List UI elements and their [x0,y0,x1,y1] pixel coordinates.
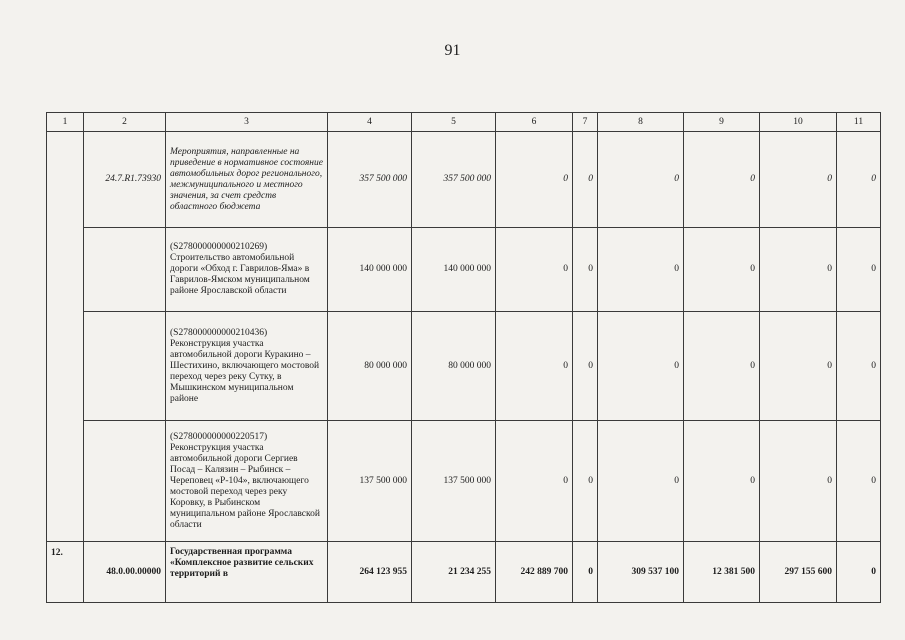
value-cell: 0 [496,421,573,542]
value-cell: 0 [573,312,598,421]
description-cell: (S278000000000210269) Строительство автомобильной дороги «Обход г. Гаврилов-Яма» в Гаврилов-Ямском муниципальном районе Ярославской области [166,228,328,312]
value-cell: 0 [760,132,837,228]
column-header: 5 [412,113,496,132]
column-header: 9 [684,113,760,132]
value-cell: 137 500 000 [412,421,496,542]
column-header: 10 [760,113,837,132]
code-cell: 48.0.00.00000 [84,542,166,603]
table-row [47,228,881,312]
value-cell: 0 [684,132,760,228]
value-cell: 357 500 000 [328,132,412,228]
value-cell: 357 500 000 [412,132,496,228]
value-cell: 0 [837,228,881,312]
budget-table [46,112,881,603]
value-cell: 297 155 600 [760,542,837,603]
value-cell: 0 [760,228,837,312]
table-row [47,421,881,542]
value-cell: 0 [496,228,573,312]
code-cell: 24.7.R1.73930 [84,132,166,228]
column-header: 1 [47,113,84,132]
code-cell [84,421,166,542]
value-cell: 12 381 500 [684,542,760,603]
value-cell: 0 [684,312,760,421]
column-header: 11 [837,113,881,132]
code-cell [84,228,166,312]
table-row [47,132,881,228]
value-cell: 0 [598,312,684,421]
column-header: 6 [496,113,573,132]
value-cell: 0 [837,312,881,421]
value-cell: 0 [598,228,684,312]
value-cell: 309 537 100 [598,542,684,603]
column-header: 7 [573,113,598,132]
column-header: 4 [328,113,412,132]
table-header-row [47,113,881,132]
column-header: 3 [166,113,328,132]
table-row [47,312,881,421]
value-cell: 0 [496,312,573,421]
description-cell: Мероприятия, направленные на приведение в нормативное состояние автомобильных дорог регионального, межмуниципального и местного значения, за счет средств областного бюджета [166,132,328,228]
value-cell: 80 000 000 [328,312,412,421]
value-cell: 0 [837,542,881,603]
value-cell: 264 123 955 [328,542,412,603]
column-header: 2 [84,113,166,132]
value-cell: 21 234 255 [412,542,496,603]
description-cell: (S278000000000220517) Реконструкция участка автомобильной дороги Сергиев Посад – Калязин – Рыбинск – Череповец «Р-104», включающего мостовой переход через реку Коровку, в Рыбинском муниципальном районе Ярославской области [166,421,328,542]
value-cell: 0 [837,421,881,542]
description-cell: (S278000000000210436) Реконструкция участка автомобильной дороги Куракино – Шестихино, включающего мостовой переход через реку Сутку, в Мышкинском муниципальном районе [166,312,328,421]
value-cell: 0 [837,132,881,228]
column-header: 8 [598,113,684,132]
value-cell: 0 [684,228,760,312]
value-cell: 80 000 000 [412,312,496,421]
row-index-cell: 12. [47,542,84,603]
description-cell: Государственная программа «Комплексное развитие сельских территорий в [166,542,328,603]
value-cell: 0 [573,542,598,603]
value-cell: 0 [760,421,837,542]
value-cell: 0 [573,228,598,312]
value-cell: 0 [598,421,684,542]
code-cell [84,312,166,421]
table-row [47,542,881,603]
value-cell: 0 [573,132,598,228]
value-cell: 242 889 700 [496,542,573,603]
value-cell: 140 000 000 [328,228,412,312]
value-cell: 0 [573,421,598,542]
page-number: 91 [444,42,461,59]
value-cell: 0 [684,421,760,542]
value-cell: 0 [496,132,573,228]
value-cell: 0 [598,132,684,228]
value-cell: 140 000 000 [412,228,496,312]
value-cell: 0 [760,312,837,421]
row-index-cell [47,132,84,542]
value-cell: 137 500 000 [328,421,412,542]
